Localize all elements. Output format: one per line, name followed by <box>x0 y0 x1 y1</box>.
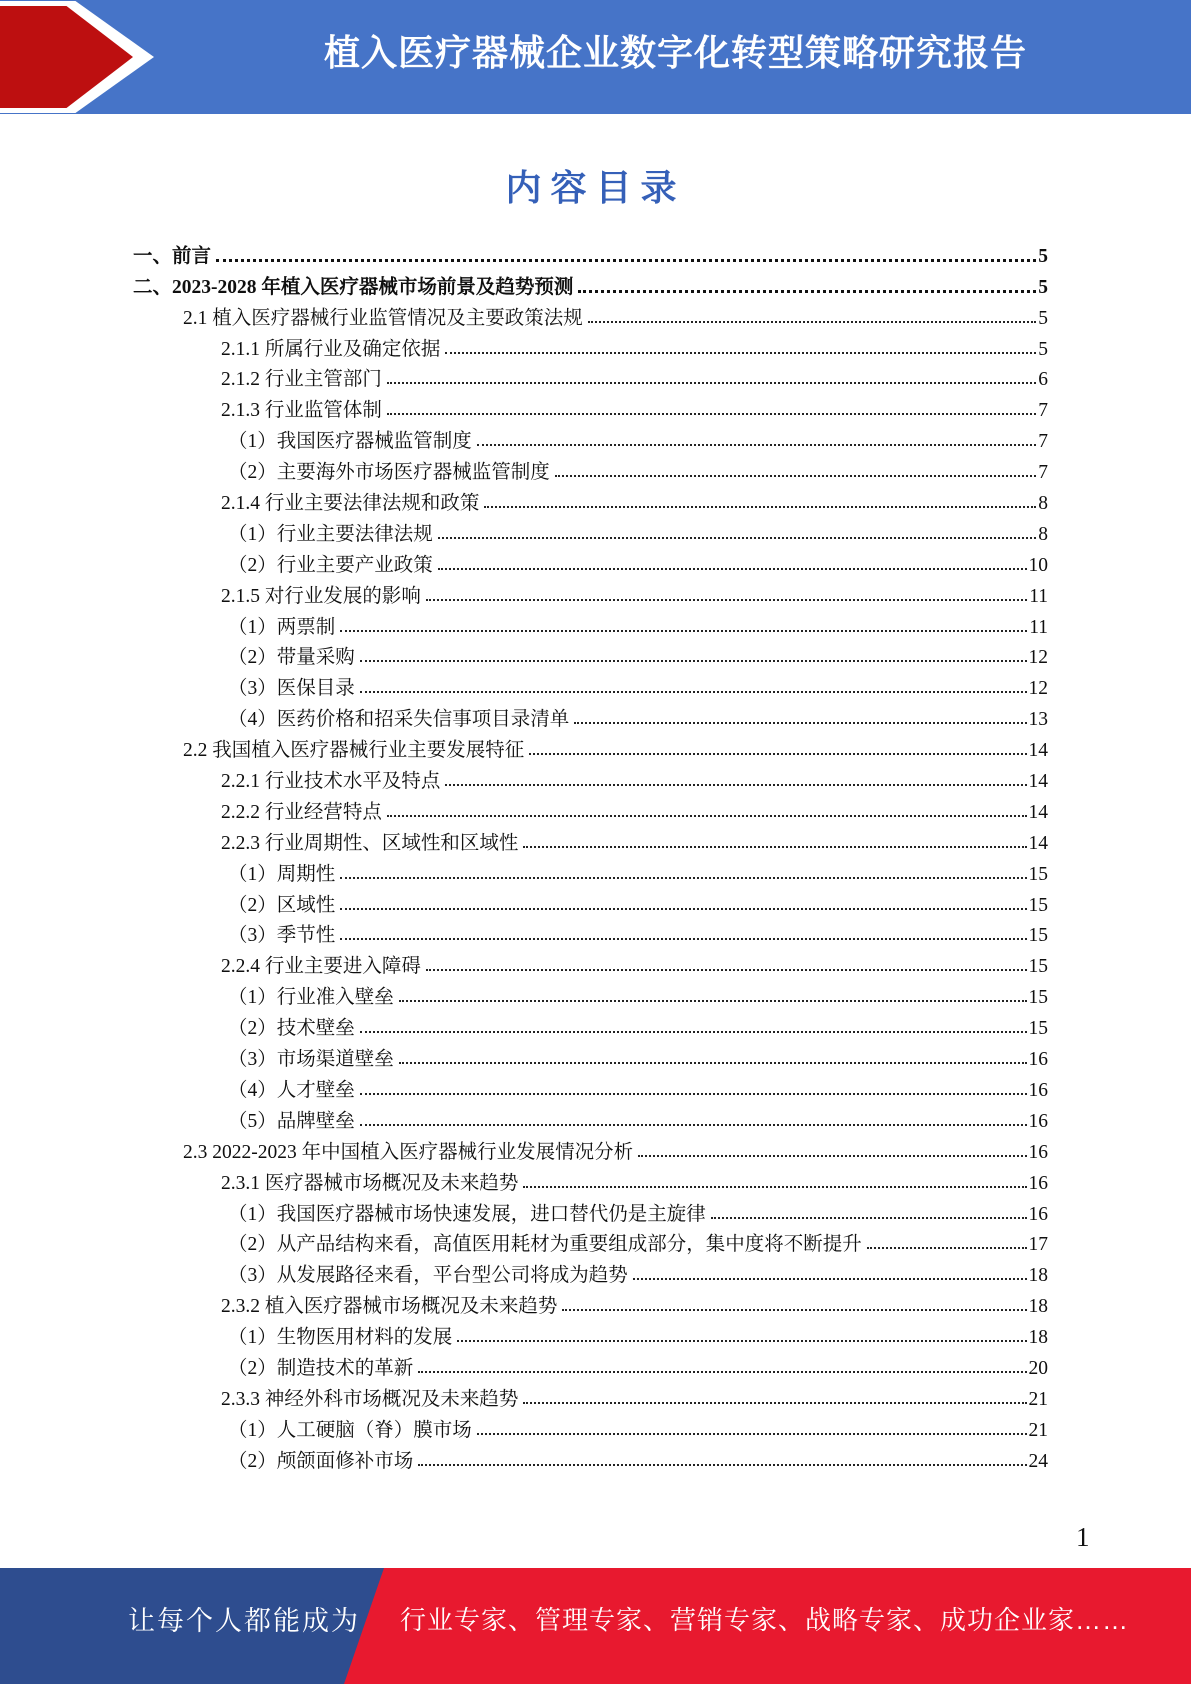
toc-leader-dots <box>399 1000 1027 1002</box>
toc-entry-label: （1）我国医疗器械监管制度 <box>228 431 472 453</box>
toc-leader-dots <box>426 599 1027 601</box>
toc-leader-dots <box>484 506 1036 508</box>
toc-entry-label: （1）生物医用材料的发展 <box>228 1327 453 1349</box>
toc-entry-label: 2.2.3 行业周期性、区域性和区域性 <box>221 832 519 854</box>
toc-entry[interactable] <box>133 516 1048 547</box>
toc-leader-dots <box>633 1278 1027 1280</box>
toc-entry[interactable] <box>133 918 1048 949</box>
toc-leader-dots <box>523 1402 1026 1404</box>
toc-entry-label: （1）两票制 <box>228 616 336 638</box>
toc-page-number: 7 <box>1038 431 1048 453</box>
toc-leader-dots <box>574 722 1026 724</box>
toc-leader-dots <box>523 1186 1026 1188</box>
toc-page-number: 16 <box>1028 1203 1048 1225</box>
toc-entry-label: 一、前言 <box>133 245 212 267</box>
toc-entry[interactable] <box>133 1134 1048 1165</box>
toc-entry[interactable] <box>133 1381 1048 1412</box>
toc-page-number: 15 <box>1028 1018 1048 1040</box>
toc-leader-dots <box>529 753 1026 755</box>
toc-entry[interactable] <box>133 763 1048 794</box>
toc-entry-label: 2.1 植入医疗器械行业监管情况及主要政策法规 <box>183 307 583 329</box>
toc-entry[interactable] <box>133 392 1048 423</box>
toc-entry[interactable] <box>133 1041 1048 1072</box>
toc-entry[interactable] <box>133 1010 1048 1041</box>
toc-leader-dots <box>523 846 1026 848</box>
toc-entry-label: 2.1.1 所属行业及确定依据 <box>221 338 441 360</box>
toc-page-number: 14 <box>1028 740 1048 762</box>
toc-entry[interactable] <box>133 578 1048 609</box>
toc-entry[interactable] <box>133 1103 1048 1134</box>
toc-entry[interactable] <box>133 1288 1048 1319</box>
toc-page-number: 16 <box>1028 1141 1048 1163</box>
toc-page-number: 18 <box>1028 1327 1048 1349</box>
toc-entry-label: 2.3.3 神经外科市场概况及未来趋势 <box>221 1388 519 1410</box>
toc-entry[interactable] <box>133 454 1048 485</box>
toc-entry-label: 2.2.2 行业经营特点 <box>221 801 382 823</box>
toc-entry[interactable] <box>133 609 1048 640</box>
toc-leader-dots <box>445 784 1026 786</box>
toc-entry-label: 2.3.1 医疗器械市场概况及未来趋势 <box>221 1172 519 1194</box>
toc-leader-dots <box>360 1093 1027 1095</box>
toc-entry-label: （1）行业主要法律法规 <box>228 523 433 545</box>
toc-page-number: 6 <box>1038 369 1048 391</box>
toc-entry-label: （2）制造技术的革新 <box>228 1357 414 1379</box>
toc-entry-label: （3）市场渠道壁垒 <box>228 1049 394 1071</box>
toc-page-number: 16 <box>1028 1079 1048 1101</box>
toc-page-number: 5 <box>1038 276 1048 298</box>
toc-entry[interactable] <box>133 701 1048 732</box>
toc-entry-label: （3）医保目录 <box>228 678 355 700</box>
toc-page-number: 10 <box>1028 554 1048 576</box>
toc-leader-dots <box>457 1340 1026 1342</box>
toc-leader-dots <box>399 1062 1027 1064</box>
toc-entry[interactable] <box>133 948 1048 979</box>
toc-entry-label: 2.1.2 行业主管部门 <box>221 369 382 391</box>
toc-leader-dots <box>360 691 1027 693</box>
toc-entry-label: （1）行业准入壁垒 <box>228 987 394 1009</box>
toc-page-number: 11 <box>1029 616 1048 638</box>
toc-page-number: 15 <box>1028 894 1048 916</box>
chevron-arrow-red <box>0 6 133 108</box>
chevron-arrow-icon <box>0 1 154 113</box>
toc-entry-label: 2.2 我国植入医疗器械行业主要发展特征 <box>183 740 525 762</box>
toc-entry-label: 2.1.3 行业监管体制 <box>221 400 382 422</box>
toc-leader-dots <box>360 1031 1027 1033</box>
toc-leader-dots <box>562 1309 1026 1311</box>
toc-page-number: 14 <box>1028 771 1048 793</box>
toc-entry[interactable] <box>133 362 1048 393</box>
toc-entry-label: （2）行业主要产业政策 <box>228 554 433 576</box>
toc-entry-label: （4）医药价格和招采失信事项目录清单 <box>228 709 570 731</box>
toc-leader-dots <box>216 259 1036 262</box>
toc-entry-label: 2.3.2 植入医疗器械市场概况及未来趋势 <box>221 1296 558 1318</box>
toc-page-number: 7 <box>1038 462 1048 484</box>
toc-page-number: 24 <box>1028 1450 1048 1472</box>
toc-page-number: 8 <box>1038 523 1048 545</box>
toc-entry[interactable] <box>133 1072 1048 1103</box>
toc-entry-label: （2）主要海外市场医疗器械监管制度 <box>228 462 550 484</box>
footer-band <box>0 1568 1191 1684</box>
toc-heading: 内容目录 <box>505 168 686 208</box>
toc-entry-label: （3）季节性 <box>228 925 336 947</box>
toc-page-number: 13 <box>1028 709 1048 731</box>
page-number: 1 <box>1076 1522 1090 1552</box>
toc-page-number: 16 <box>1028 1110 1048 1132</box>
toc-entry[interactable] <box>133 1443 1048 1474</box>
toc-entry-label: 2.2.4 行业主要进入障碍 <box>221 956 421 978</box>
toc-entry-label: （2）从产品结构来看，高值医用耗材为重要组成部分，集中度将不断提升 <box>228 1234 862 1256</box>
toc-entry[interactable] <box>133 485 1048 516</box>
toc-entry[interactable] <box>133 732 1048 763</box>
toc-page-number: 7 <box>1038 400 1048 422</box>
toc-page-number: 15 <box>1028 956 1048 978</box>
toc-leader-dots <box>477 444 1036 446</box>
toc-leader-dots <box>340 908 1026 910</box>
toc-page-number: 17 <box>1028 1234 1048 1256</box>
toc-entry-label: （1）周期性 <box>228 863 336 885</box>
toc-list <box>133 238 1048 1474</box>
toc-entry[interactable] <box>133 794 1048 825</box>
toc-page-number: 16 <box>1028 1049 1048 1071</box>
toc-leader-dots <box>555 475 1036 477</box>
toc-entry-label: （2）颅颌面修补市场 <box>228 1450 414 1472</box>
toc-entry-label: （2）带量采购 <box>228 647 355 669</box>
footer-slogan-left: 让每个人都能成为 <box>128 1605 360 1636</box>
toc-page-number: 5 <box>1038 245 1048 267</box>
toc-page-number: 18 <box>1028 1265 1048 1287</box>
toc-leader-dots <box>426 969 1027 971</box>
toc-entry[interactable] <box>133 1412 1048 1443</box>
toc-leader-dots <box>340 630 1027 632</box>
toc-page-number: 12 <box>1028 678 1048 700</box>
toc-leader-dots <box>387 815 1027 817</box>
toc-entry-label: 二、2023-2028 年植入医疗器械市场前景及趋势预测 <box>133 276 574 298</box>
report-title: 植入医疗器械企业数字化转型策略研究报告 <box>323 31 1027 73</box>
toc-leader-dots <box>445 352 1036 354</box>
toc-entry-label: （1）人工硬脑（脊）膜市场 <box>228 1419 472 1441</box>
toc-leader-dots <box>360 660 1027 662</box>
toc-leader-dots <box>588 321 1036 323</box>
toc-entry-label: （3）从发展路径来看，平台型公司将成为趋势 <box>228 1265 628 1287</box>
toc-page-number: 5 <box>1038 307 1048 329</box>
toc-page-number: 15 <box>1028 987 1048 1009</box>
toc-page-number: 14 <box>1028 801 1048 823</box>
toc-entry[interactable] <box>133 423 1048 454</box>
toc-entry[interactable] <box>133 547 1048 578</box>
toc-entry[interactable] <box>133 1165 1048 1196</box>
toc-entry-label: （5）品牌壁垒 <box>228 1110 355 1132</box>
toc-page-number: 11 <box>1029 585 1048 607</box>
toc-leader-dots <box>418 1371 1026 1373</box>
toc-leader-dots <box>340 938 1026 940</box>
toc-entry[interactable] <box>133 856 1048 887</box>
toc-entry[interactable] <box>133 670 1048 701</box>
toc-page-number: 12 <box>1028 647 1048 669</box>
toc-entry-label: （2）技术壁垒 <box>228 1018 355 1040</box>
toc-entry-label: （1）我国医疗器械市场快速发展，进口替代仍是主旋律 <box>228 1203 706 1225</box>
toc-leader-dots <box>387 413 1036 415</box>
toc-leader-dots <box>578 290 1036 293</box>
toc-page-number: 15 <box>1028 925 1048 947</box>
toc-leader-dots <box>638 1155 1026 1157</box>
toc-entry[interactable] <box>133 640 1048 671</box>
toc-entry[interactable] <box>133 1227 1048 1258</box>
toc-entry[interactable] <box>133 1350 1048 1381</box>
toc-entry-label: 2.3 2022-2023 年中国植入医疗器械行业发展情况分析 <box>183 1141 634 1163</box>
toc-entry[interactable] <box>133 825 1048 856</box>
toc-leader-dots <box>438 568 1027 570</box>
toc-leader-dots <box>867 1247 1027 1249</box>
footer-slogan-right: 行业专家、管理专家、营销专家、战略专家、成功企业家…… <box>400 1604 1130 1635</box>
toc-page-number: 15 <box>1028 863 1048 885</box>
toc-entry[interactable] <box>133 887 1048 918</box>
toc-leader-dots <box>477 1433 1027 1435</box>
toc-page-number: 18 <box>1028 1296 1048 1318</box>
toc-page-number: 21 <box>1028 1388 1048 1410</box>
toc-entry[interactable] <box>133 238 1048 269</box>
toc-page-number: 20 <box>1028 1357 1048 1379</box>
toc-leader-dots <box>387 382 1036 384</box>
toc-entry-label: 2.2.1 行业技术水平及特点 <box>221 771 441 793</box>
toc-leader-dots <box>438 537 1036 539</box>
toc-entry-label: 2.1.4 行业主要法律法规和政策 <box>221 493 480 515</box>
toc-leader-dots <box>360 1124 1027 1126</box>
toc-entry[interactable] <box>133 1257 1048 1288</box>
toc-entry-label: （4）人才壁垒 <box>228 1079 355 1101</box>
toc-page-number: 5 <box>1038 338 1048 360</box>
toc-entry[interactable] <box>133 979 1048 1010</box>
toc-entry[interactable] <box>133 300 1048 331</box>
toc-entry[interactable] <box>133 1319 1048 1350</box>
toc-leader-dots <box>711 1217 1027 1219</box>
toc-entry-label: 2.1.5 对行业发展的影响 <box>221 585 421 607</box>
toc-entry[interactable] <box>133 331 1048 362</box>
toc-entry[interactable] <box>133 1196 1048 1227</box>
header-banner <box>0 0 1191 114</box>
toc-page-number: 14 <box>1028 832 1048 854</box>
toc-page-number: 21 <box>1028 1419 1048 1441</box>
toc-entry-label: （2）区域性 <box>228 894 336 916</box>
toc-page-number: 16 <box>1028 1172 1048 1194</box>
toc-leader-dots <box>340 877 1026 879</box>
toc-leader-dots <box>418 1464 1026 1466</box>
toc-page-number: 8 <box>1038 493 1048 515</box>
toc-entry[interactable] <box>133 269 1048 300</box>
